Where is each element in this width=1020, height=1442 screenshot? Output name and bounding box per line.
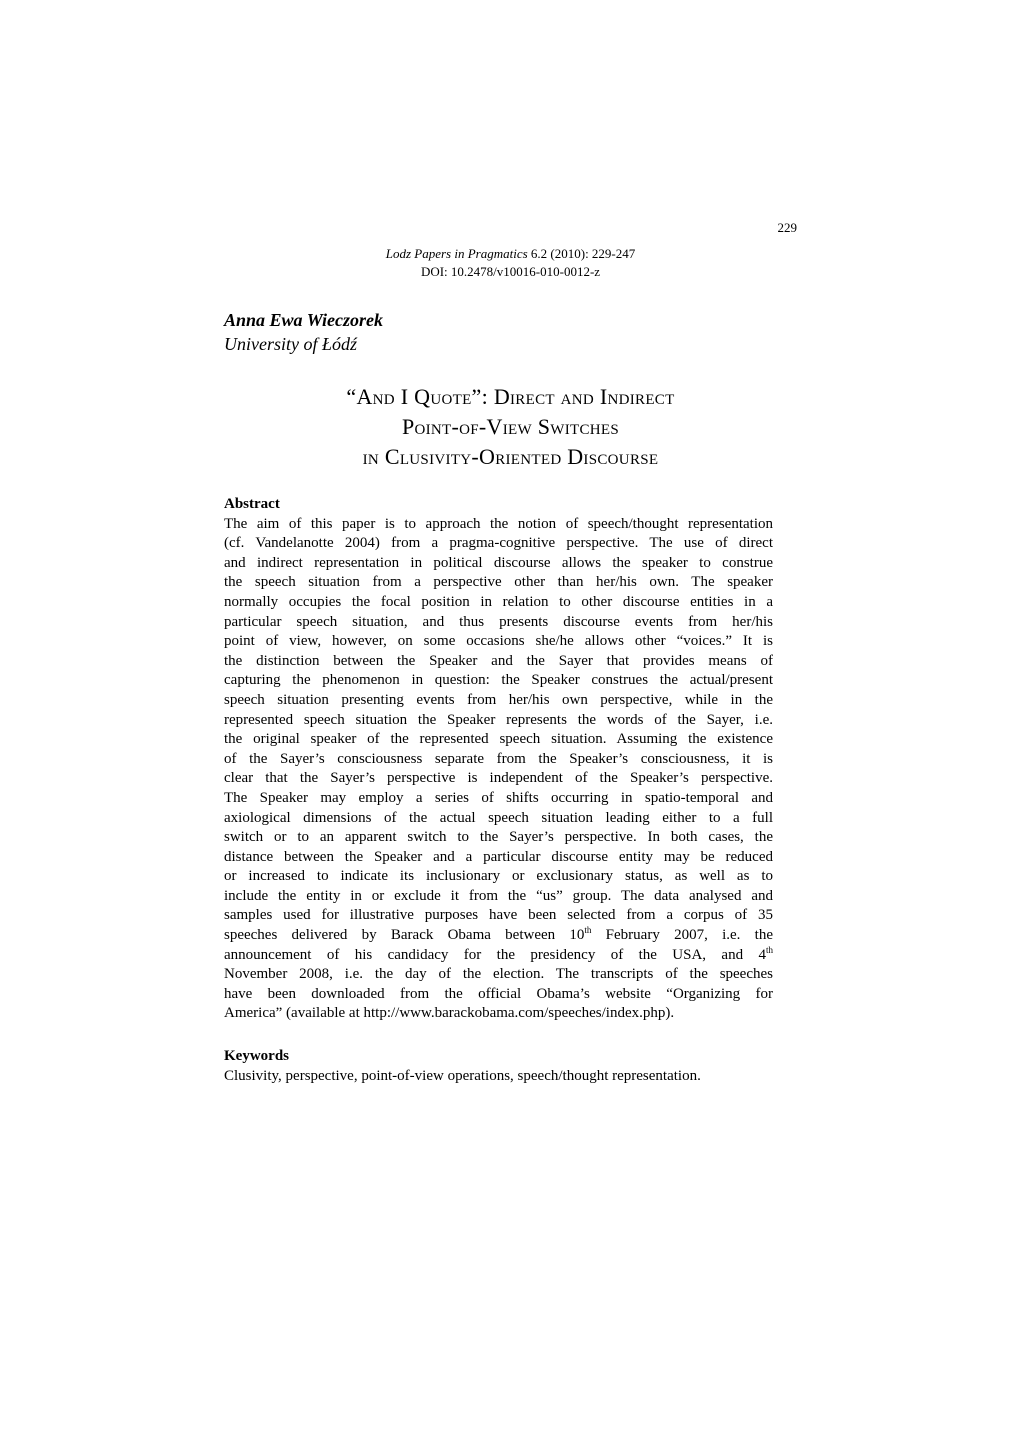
abstract-line [224, 946, 773, 966]
abstract-text: speeches delivered by Barack Obama between 10 [224, 927, 585, 944]
abstract-line: have been downloaded from the official Obama’s website “Organizing for [224, 985, 773, 1002]
abstract-line: clear that the Sayer’s perspective is independent of the Speaker’s perspective. [224, 770, 773, 787]
abstract-line: the original speaker of the represented speech situation. Assuming the existence [224, 731, 773, 748]
abstract-line: the distinction between the Speaker and the Sayer that provides means of [224, 652, 773, 669]
abstract-heading: Abstract [224, 496, 280, 512]
abstract-line: or increased to indicate its inclusionary or exclusionary status, as well as to [224, 868, 773, 885]
abstract-line: capturing the phenomenon in question: the Speaker construes the actual/present [224, 672, 773, 689]
abstract-line: (cf. Vandelanotte 2004) from a pragma-cognitive perspective. The use of direct [224, 535, 773, 552]
abstract-line [224, 926, 773, 946]
title-line-3: in Clusivity-Oriented Discourse [362, 444, 659, 469]
journal-doi: DOI: 10.2478/v10016-010-0012-z [420, 264, 601, 279]
title-line-2: Point-of-View Switches [401, 414, 620, 439]
author-name: Anna Ewa Wieczorek [224, 310, 384, 330]
abstract-line: point of view, however, on some occasions she/he allows other “voices.” It is [224, 633, 773, 650]
abstract-line: America” (available at http://www.barackobama.com/speeches/index.php). [224, 1005, 675, 1022]
abstract-line: axiological dimensions of the actual speech situation leading either to a full [224, 809, 773, 826]
superscript-th: th [765, 944, 773, 955]
abstract-section [224, 495, 773, 1024]
abstract-line: the speech situation from a perspective other than her/his own. The speaker [224, 574, 773, 591]
abstract-line: November 2008, i.e. the day of the election. The transcripts of the speeches [224, 966, 773, 983]
abstract-line: switch or to an apparent switch to the Sayer’s perspective. In both cases, the [224, 829, 773, 846]
abstract-line: of the Sayer’s consciousness separate from the Speaker’s consciousness, it is [224, 750, 773, 767]
journal-name: Lodz Papers in Pragmatics [385, 246, 528, 261]
paper-title [224, 382, 797, 472]
journal-volume: 6.2 (2010): 229-247 [527, 246, 636, 261]
abstract-line: samples used for illustrative purposes have been selected from a corpus of 35 [224, 907, 773, 924]
abstract-line: include the entity in or exclude it from the “us” group. The data analysed and [224, 887, 773, 904]
abstract-text: February 2007, i.e. the [591, 927, 773, 944]
abstract-line: speech situation presenting events from her/his own perspective, while in the [224, 691, 773, 708]
journal-citation [224, 245, 797, 263]
superscript-th: th [584, 925, 592, 936]
abstract-line: represented speech situation the Speaker represents the words of the Sayer, i.e. [224, 711, 773, 728]
author-affiliation: University of Łódź [224, 334, 357, 354]
abstract-line: distance between the Speaker and a particular discourse entity may be reduced [224, 848, 773, 865]
abstract-line: particular speech situation, and thus presents discourse events from her/his [224, 613, 773, 630]
keywords-text: Clusivity, perspective, point-of-view operations, speech/thought representation. [224, 1067, 701, 1084]
abstract-line: normally occupies the focal position in relation to other discourse entities in a [224, 593, 773, 610]
abstract-line: and indirect representation in political discourse allows the speaker to construe [224, 554, 773, 571]
keywords-heading: Keywords [224, 1048, 289, 1064]
abstract-body [224, 515, 773, 1024]
author-block [224, 308, 797, 356]
keywords-section [224, 1047, 797, 1086]
abstract-line: The Speaker may employ a series of shifts occurring in spatio-temporal and [224, 789, 773, 806]
title-line-1: “And I Quote”: Direct and Indirect [346, 384, 675, 409]
abstract-text: announcement of his candidacy for the presidency of the USA, and 4 [224, 946, 766, 963]
abstract-line: The aim of this paper is to approach the notion of speech/thought representation [224, 515, 773, 532]
page-number: 229 [777, 220, 797, 235]
journal-header [224, 245, 797, 281]
